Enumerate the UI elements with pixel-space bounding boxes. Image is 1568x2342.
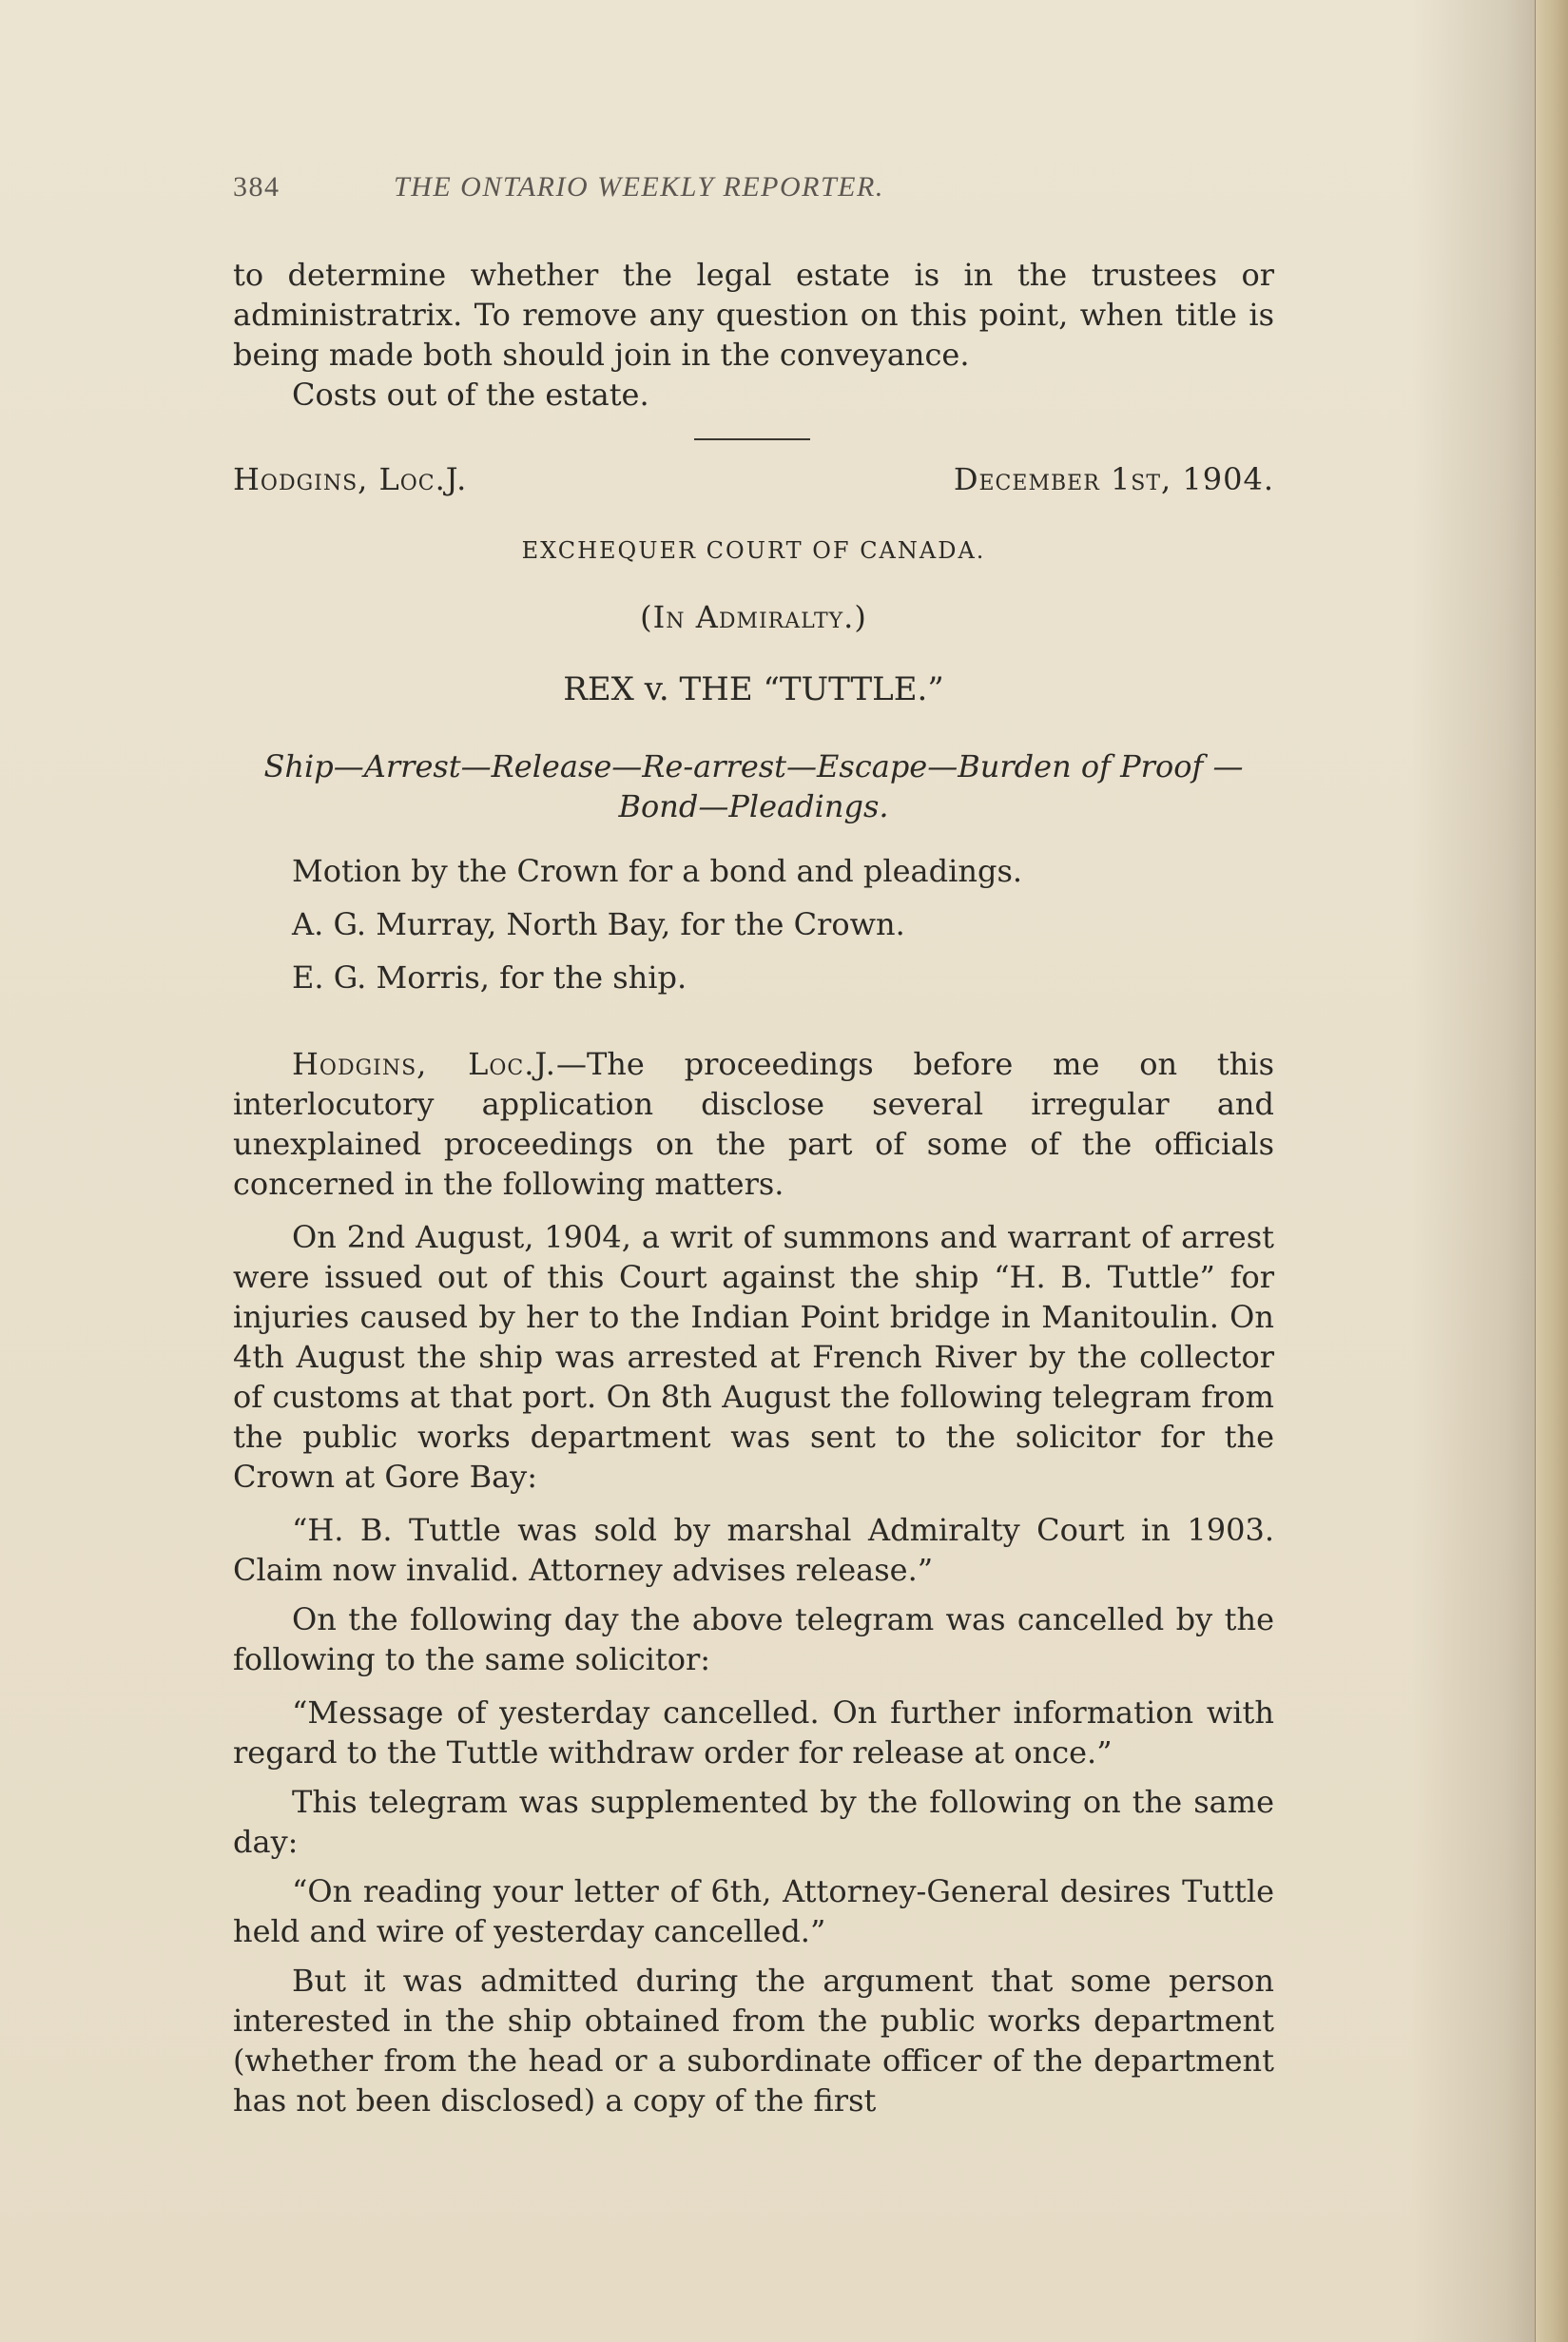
judgment-paragraph: On the following day the above telegram was cancelled by the following to the same solicitor: [233, 1601, 1274, 1677]
judge-name-inline: Hodgins, Loc.J. [292, 1046, 556, 1082]
page-number: 384 [233, 171, 281, 203]
court-name: EXCHEQUER COURT OF CANADA. [521, 537, 986, 564]
quoted-telegram: “H. B. Tuttle was sold by marshal Admiralty Court in 1903. Claim now invalid. Attorney advises release.” [233, 1512, 1274, 1588]
judgment-paragraph: But it was admitted during the argument that some person interested in the ship obtained from the public works department (whether from the head or a subordinate officer of the department has not been disclosed) a copy of the first [233, 1963, 1274, 2119]
running-title: THE ONTARIO WEEKLY REPORTER. [394, 171, 884, 203]
judgment-text [233, 1044, 1274, 2120]
judgment-paragraph: On 2nd August, 1904, a writ of summons and warrant of arrest were issued out of this Court against the ship “H. B. Tuttle” for injuries caused by her to the Indian Point bridge in Manitoulin. On 4th August the ship was arrested at French River by the collector of customs at that port. On 8th August the following telegram from the public works department was sent to the solicitor for the Crown at Gore Bay: [233, 1219, 1274, 1495]
counsel-line: E. G. Morris, for the ship. [292, 959, 687, 996]
quoted-telegram: “Message of yesterday cancelled. On further information with regard to the Tuttle withdraw order for release at once.” [233, 1694, 1274, 1771]
judgment-paragraph: Hodgins, Loc.J.—The proceedings before me on this interlocutory application disclose several irregular and unexplained proceedings on the part of some of the officials concerned in the following matters. [233, 1046, 1274, 1202]
paragraph: Costs out of the estate. [292, 377, 649, 413]
counsel-line: A. G. Murray, North Bay, for the Crown. [292, 906, 905, 942]
separator-rule [694, 438, 810, 440]
headnote: Ship—Arrest—Release—Re-arrest—Escape—Burden of Proof —Bond—Pleadings. [263, 748, 1244, 824]
case-dateline [233, 459, 1274, 499]
court-division: (In Admiralty.) [640, 599, 867, 635]
decision-date: December 1st, 1904. [953, 461, 1274, 497]
judge-name: Hodgins, Loc.J. [233, 461, 468, 497]
case-name: REX v. THE “TUTTLE.” [563, 670, 944, 708]
motion-line: Motion by the Crown for a bond and pleadings. [292, 853, 1023, 889]
judgment-paragraph: This telegram was supplemented by the following on the same day: [233, 1784, 1274, 1860]
quoted-telegram: “On reading your letter of 6th, Attorney-General desires Tuttle held and wire of yesterday cancelled.” [233, 1873, 1274, 1949]
motion-block [233, 851, 1274, 997]
page-edge [1535, 0, 1568, 2342]
running-header [233, 171, 1274, 203]
paragraph: to determine whether the legal estate is in the trustees or administratrix. To remove any question on this point, when title is being made both should join in the conveyance. [233, 257, 1274, 373]
top-text [233, 255, 1274, 415]
